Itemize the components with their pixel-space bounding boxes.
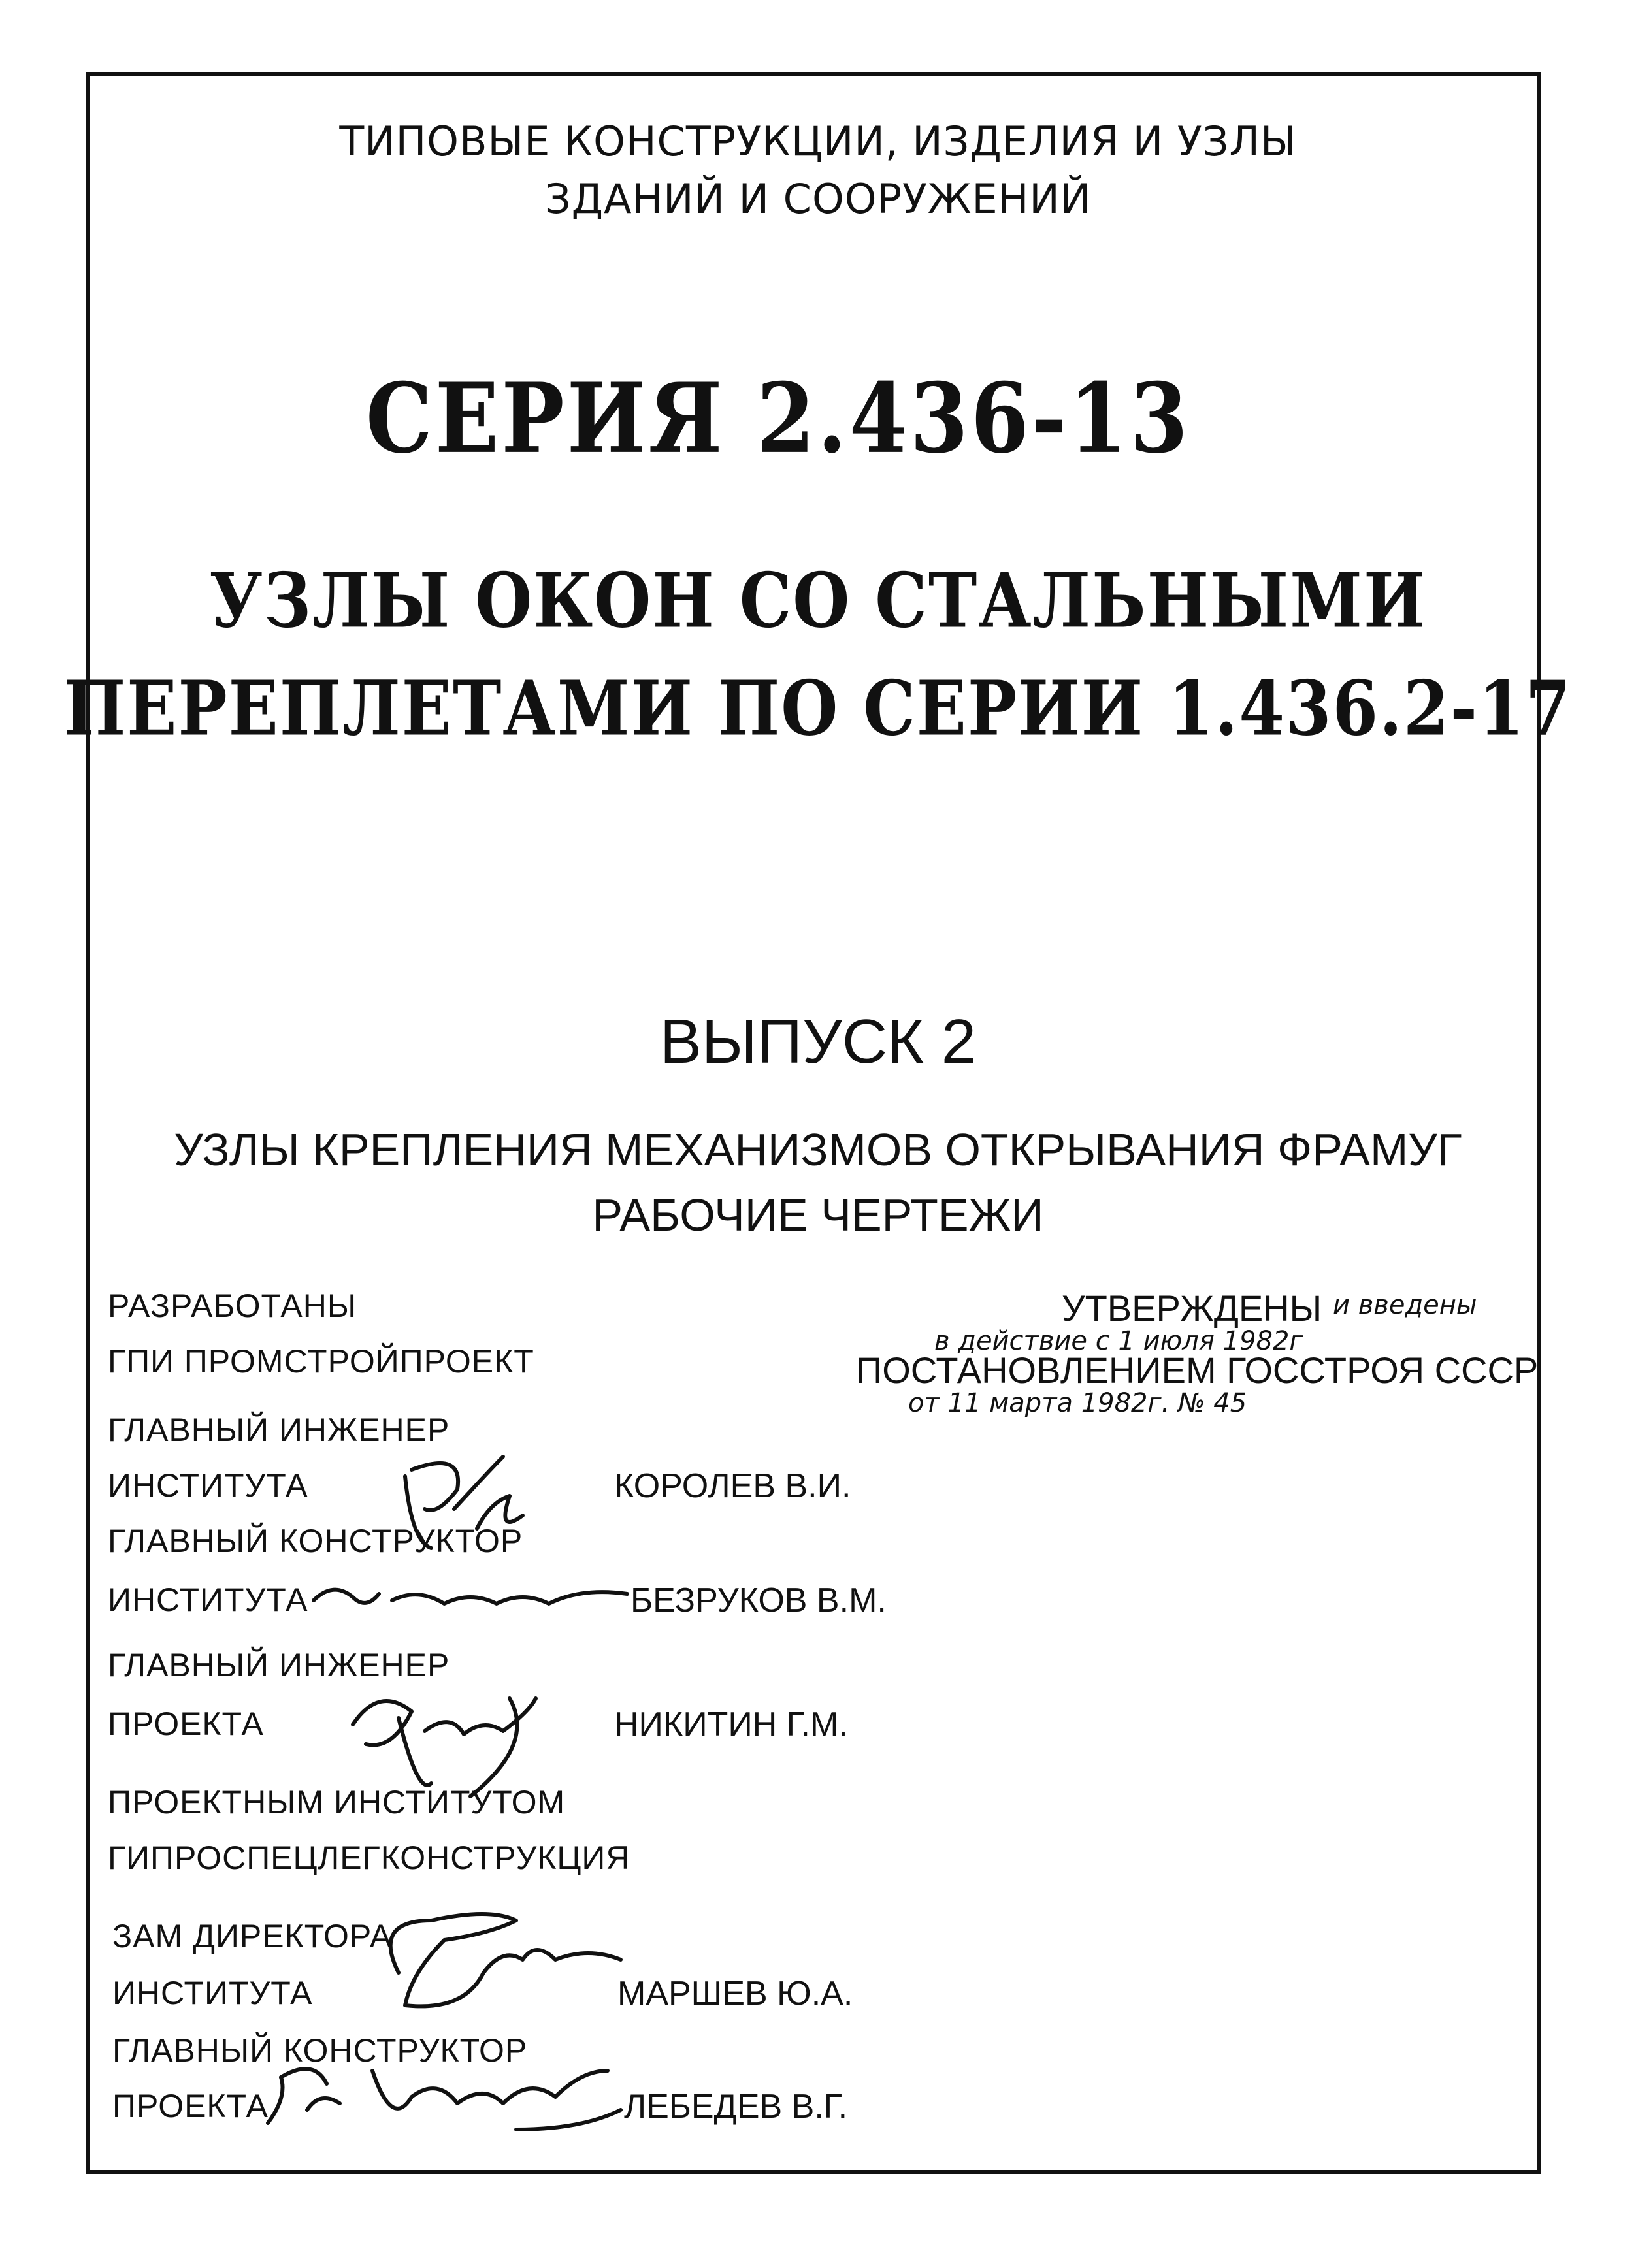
header-line-1: ТИПОВЫЕ КОНСТРУКЦИИ, ИЗДЕЛИЯ И УЗЛЫ xyxy=(339,118,1297,165)
signatory-4-role1: ЗАМ ДИРЕКТОРА xyxy=(112,1918,393,1954)
signatory-3-role2: ПРОЕКТА xyxy=(108,1706,264,1742)
series-title: СЕРИЯ 2.436-13 xyxy=(366,363,1191,476)
signatory-5-name: ЛЕБЕДЕВ В.Г. xyxy=(624,2088,848,2126)
signatory-3-name: НИКИТИН Г.М. xyxy=(614,1706,848,1743)
developed-org: ГПИ ПРОМСТРОЙПРОЕКТ xyxy=(108,1343,534,1380)
signatory-4-name: МАРШЕВ Ю.А. xyxy=(617,1975,853,2013)
org2-line-2: ГИПРОСПЕЦЛЕГКОНСТРУКЦИЯ xyxy=(108,1839,630,1876)
approved-printed-2: ПОСТАНОВЛЕНИЕМ ГОССТРОЯ СССР xyxy=(856,1350,1539,1391)
title-line-1: УЗЛЫ ОКОН СО СТАЛЬНЫМИ xyxy=(209,556,1427,645)
org2-line-1: ПРОЕКТНЫМ ИНСТИТУТОМ xyxy=(108,1784,566,1821)
title-line-2: ПЕРЕПЛЕТАМИ ПО СЕРИИ 1.436.2-17 xyxy=(63,664,1573,753)
signatory-3-role1: ГЛАВНЫЙ ИНЖЕНЕР xyxy=(108,1647,450,1683)
signatory-2-name: БЕЗРУКОВ В.М. xyxy=(630,1581,887,1619)
header-line-2: ЗДАНИЙ И СООРУЖЕНИЙ xyxy=(544,175,1092,223)
approved-printed-1: УТВЕРЖДЕНЫ xyxy=(1062,1288,1322,1329)
signatory-1-role2: ИНСТИТУТА xyxy=(108,1467,308,1504)
issue-number: ВЫПУСК 2 xyxy=(659,1007,977,1077)
signatory-2-role2: ИНСТИТУТА xyxy=(108,1581,308,1618)
approved-handwritten-3: от 11 марта 1982г. № 45 xyxy=(908,1388,1247,1418)
subtitle-line-2: РАБОЧИЕ ЧЕРТЕЖИ xyxy=(592,1190,1044,1240)
signatory-2-role1: ГЛАВНЫЙ КОНСТРУКТОР xyxy=(108,1523,523,1559)
approved-handwritten-1: и введены xyxy=(1333,1290,1477,1320)
signature-korolev xyxy=(392,1431,549,1561)
approved-handwritten-2: в действие с 1 июля 1982г xyxy=(934,1326,1303,1356)
signatory-5-role2: ПРОЕКТА xyxy=(112,2088,269,2124)
subtitle-line-1: УЗЛЫ КРЕПЛЕНИЯ МЕХАНИЗМОВ ОТКРЫВАНИЯ ФРАМУГ xyxy=(174,1124,1462,1175)
signature-marshev xyxy=(359,1894,653,2025)
signature-bezrukov xyxy=(307,1574,640,1620)
developed-heading: РАЗРАБОТАНЫ xyxy=(108,1288,357,1324)
signatory-5-role1: ГЛАВНЫЙ КОНСТРУКТОР xyxy=(112,2032,528,2069)
signatory-1-role1: ГЛАВНЫЙ ИНЖЕНЕР xyxy=(108,1412,450,1448)
signature-nikitin xyxy=(340,1672,562,1803)
signature-lebedev xyxy=(242,2032,634,2149)
signatory-1-name: КОРОЛЕВ В.И. xyxy=(614,1467,851,1505)
signatory-4-role2: ИНСТИТУТА xyxy=(112,1975,313,2011)
